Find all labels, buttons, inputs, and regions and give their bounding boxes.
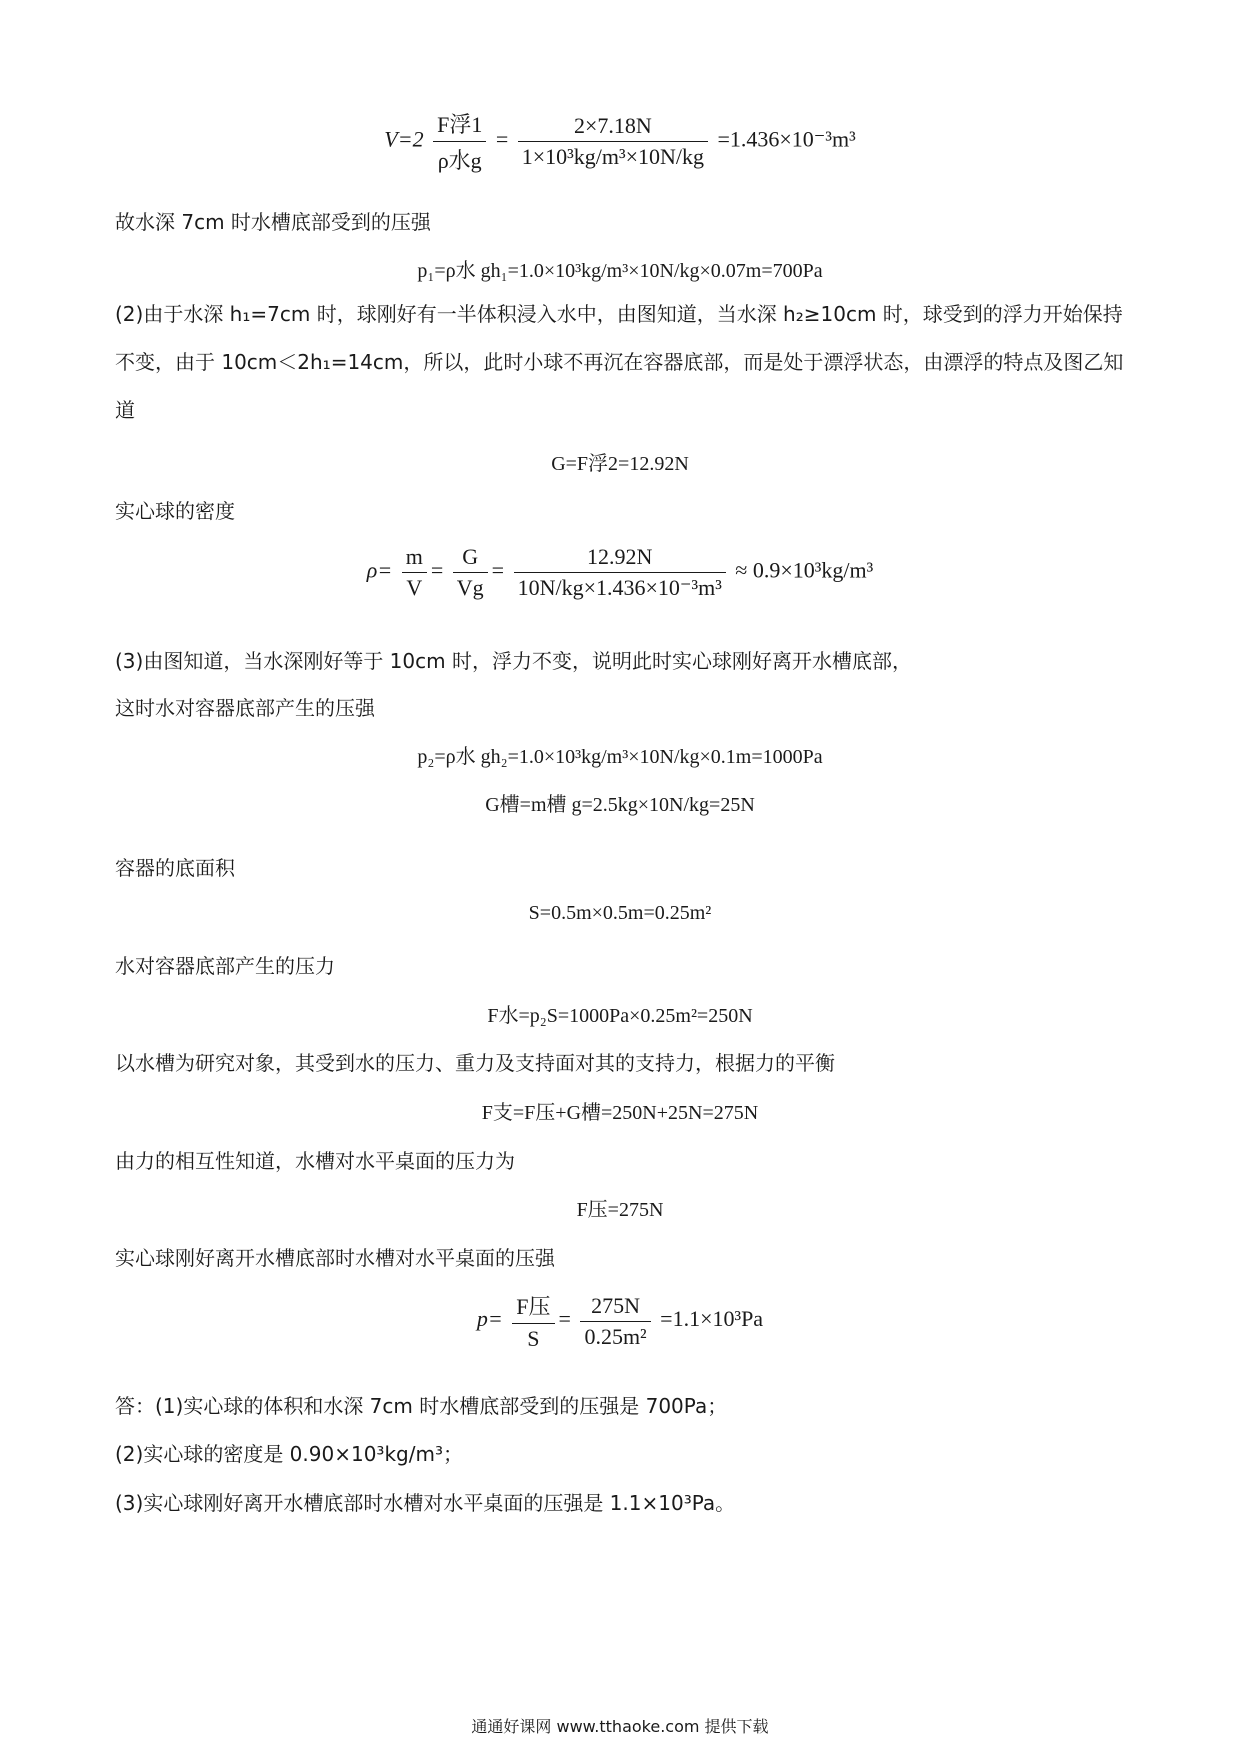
eq11-fraction-b	[580, 1293, 650, 1350]
tank-weight-equation: G槽=m槽 g=2.5kg×10N/kg=25N	[485, 794, 755, 816]
eq11-fraction-a	[512, 1290, 554, 1352]
eq4-n3: 12.92N	[514, 544, 726, 573]
eq4-d1: V	[406, 575, 423, 600]
area-equation: S=0.5m×0.5m=0.25m²	[528, 902, 712, 924]
eq4-n2: G	[453, 544, 488, 573]
support-force-equation: F支=F压+G槽=250N+25N=275N	[481, 1102, 759, 1124]
eq1-equals: =	[495, 126, 509, 152]
text-desk-pressure: 实心球刚好离开水槽底部时水槽对水平桌面的压强	[115, 1246, 555, 1270]
eq4-fraction-b	[453, 544, 488, 601]
eq1-num2: 2×7.18N	[518, 113, 708, 142]
desk-pressure-equation: p= $\frac{\text{F压}}{S}$ = $\frac{275N}{\text{0.25m²}}$ =1.1×10³Pa	[0, 1290, 1240, 1352]
eq4-fraction-a	[402, 544, 427, 601]
eq4-lhs: ρ=	[366, 557, 393, 583]
answer-3: (3)实心球刚好离开水槽底部时水槽对水平桌面的压强是 1.1×10³Pa。	[115, 1491, 736, 1515]
eq11-n2: 275N	[580, 1293, 650, 1322]
pressure-equation-1: p₁=ρ水 gh₁=1.0×10³kg/m³×10N/kg×0.07m=700Pa	[417, 260, 823, 282]
pressure-equation-2: p₂=ρ水 gh₂=1.0×10³kg/m³×10N/kg×0.1m=1000Pa	[417, 746, 823, 768]
gravity-equation: G=F浮2=12.92N	[551, 453, 689, 475]
eq1-fraction-b	[518, 113, 708, 170]
text-density: 实心球的密度	[115, 499, 235, 523]
eq1-num: F浮1	[433, 108, 486, 142]
eq11-lhs: p=	[476, 1306, 503, 1332]
eq4-rhs: ≈ 0.9×10³kg/m³	[735, 557, 874, 583]
text-interaction: 由力的相互性知道，水槽对水平桌面的压力为	[115, 1149, 515, 1173]
text-line-1: 故水深 7cm 时水槽底部受到的压强	[115, 210, 431, 234]
text-water-force: 水对容器底部产生的压力	[115, 954, 335, 978]
answer-1: 答：(1)实心球的体积和水深 7cm 时水槽底部受到的压强是 700Pa；	[115, 1394, 728, 1418]
eq1-lhs: V=2	[384, 126, 424, 152]
answer-2: (2)实心球的密度是 0.90×10³kg/m³；	[115, 1442, 463, 1466]
eq1-fraction-a	[433, 108, 486, 175]
text-water-pressure: 这时水对容器底部产生的压强	[115, 696, 375, 720]
eq1-rhs: =1.436×10⁻³m³	[717, 126, 856, 152]
pressure-force-equation: F压=275N	[576, 1199, 664, 1221]
text-force-balance: 以水槽为研究对象，其受到水的压力、重力及支持面对其的支持力，根据力的平衡	[115, 1051, 835, 1075]
water-force-equation: F水=p₂S=1000Pa×0.25m²=250N	[487, 1005, 753, 1027]
eq11-rhs: =1.1×10³Pa	[660, 1306, 764, 1332]
eq1-den2: 1×10³kg/m³×10N/kg	[521, 144, 704, 169]
volume-equation	[0, 108, 1240, 175]
paragraph-part2: (2)由于水深 h₁=7cm 时，球刚好有一半体积浸入水中，由图知道，当水深 h₂≥10cm 时，球受到的浮力开始保持不变，由于 10cm＜2h₁=14cm，所以，此时小球不再沉在容器底部，而是处于漂浮状态，由漂浮的特点及图乙知道	[115, 302, 1124, 422]
density-equation: ρ= $\frac{m}{V}$ = $\frac{G}{Vg}$ = $\frac{12.92N}{\text{10N/kg×1.436×10⁻³m³}}$ ≈ 0.9×10³kg/m³	[366, 544, 874, 600]
eq4-d3: 10N/kg×1.436×10⁻³m³	[517, 575, 722, 600]
eq4-fraction-c	[514, 544, 726, 601]
eq11-d1: S	[527, 1326, 540, 1351]
eq1-den: ρ水g	[437, 148, 482, 173]
eq4-d2: Vg	[456, 575, 484, 600]
eq11-d2: 0.25m²	[584, 1323, 647, 1349]
text-part3: (3)由图知道，当水深刚好等于 10cm 时，浮力不变，说明此时实心球刚好离开水槽底部，	[115, 649, 912, 673]
eq4-n1: m	[402, 544, 427, 573]
eq11-n1: F压	[512, 1290, 554, 1324]
text-base-area: 容器的底面积	[115, 856, 235, 880]
footer-source: 通通好课网 www.tthaoke.com 提供下载	[471, 1717, 769, 1736]
